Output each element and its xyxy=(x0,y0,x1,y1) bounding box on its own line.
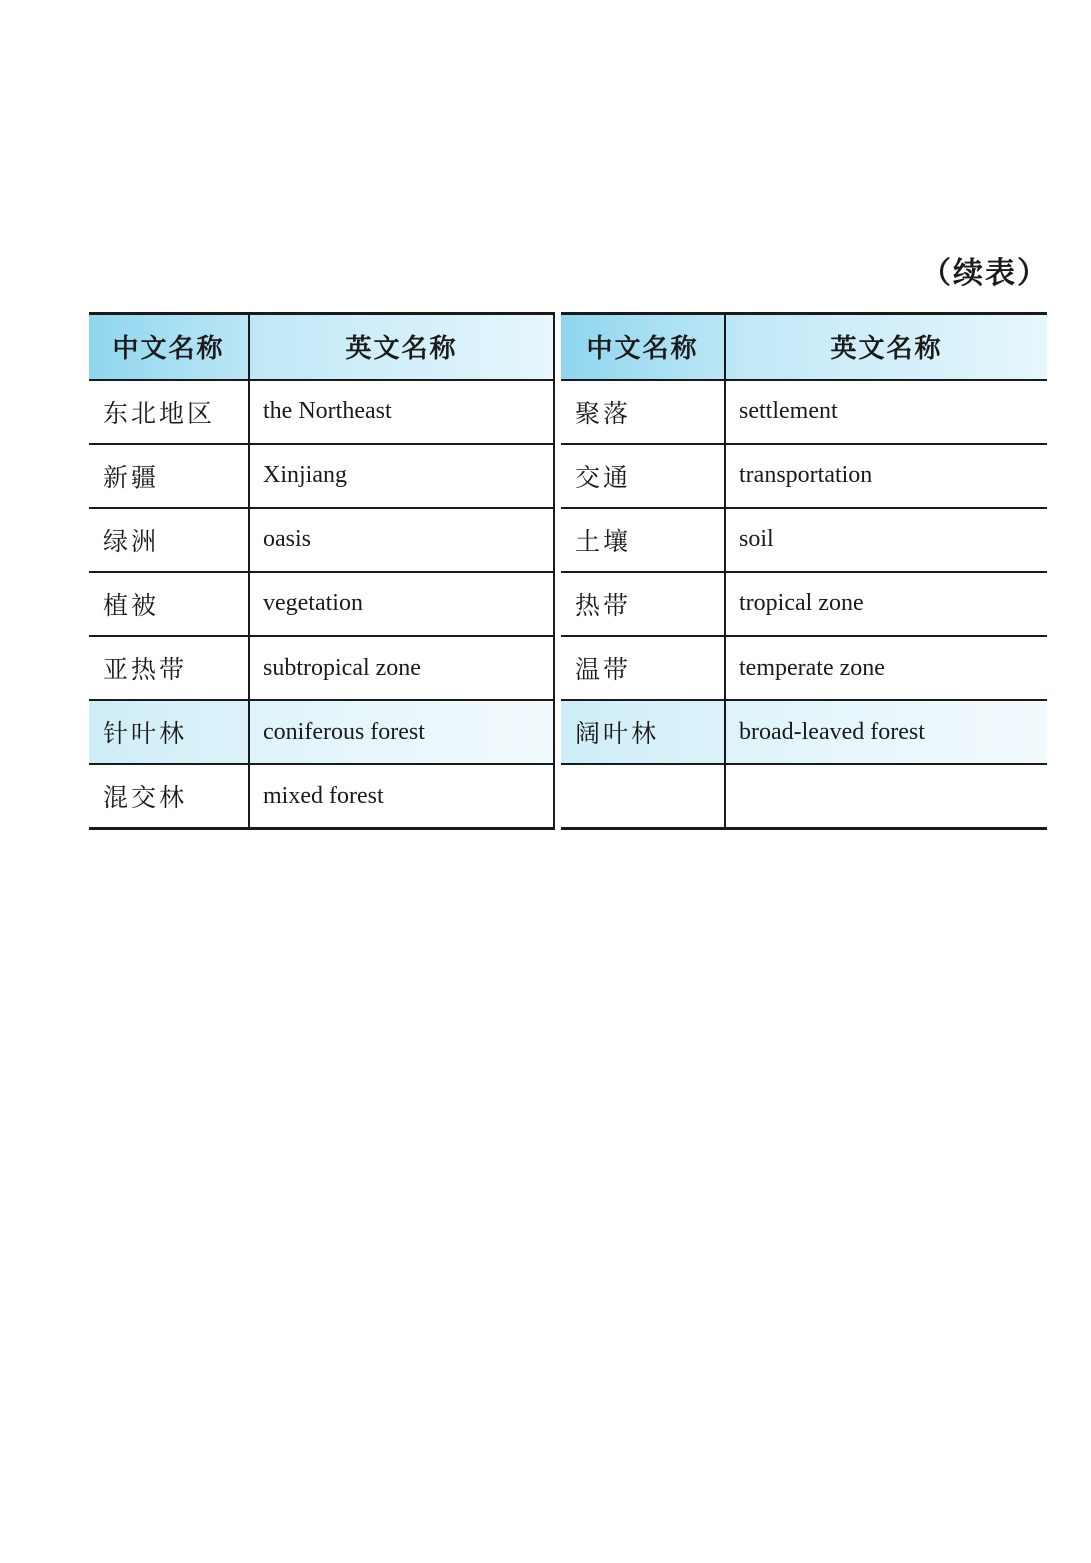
header-english-name: 英文名称 xyxy=(249,314,554,380)
header-row xyxy=(561,314,1047,380)
table-row xyxy=(561,572,1047,636)
term-english: mixed forest xyxy=(249,764,554,828)
term-english: transportation xyxy=(739,462,873,489)
table-row xyxy=(89,636,554,700)
term-english: coniferous forest xyxy=(249,700,554,764)
term-chinese: 新疆 xyxy=(89,444,249,508)
glossary-table xyxy=(89,312,1047,830)
term-chinese: 土壤 xyxy=(561,508,725,572)
term-chinese xyxy=(561,764,725,828)
term-chinese: 聚落 xyxy=(561,380,725,444)
header-row xyxy=(89,314,554,380)
term-english: vegetation xyxy=(249,572,554,636)
term-chinese: 绿洲 xyxy=(89,508,249,572)
table-row xyxy=(561,636,1047,700)
term-chinese: 植被 xyxy=(89,572,249,636)
term-chinese: 针叶林 xyxy=(89,700,249,764)
header-chinese-name: 中文名称 xyxy=(89,314,249,380)
term-english xyxy=(725,764,1047,828)
continued-label: （续表） xyxy=(921,256,1049,291)
term-english: oasis xyxy=(249,508,554,572)
glossary-table-right xyxy=(561,312,1047,830)
term-chinese: 混交林 xyxy=(89,764,249,828)
table-row xyxy=(561,700,1047,764)
glossary-table-left xyxy=(89,312,555,830)
term-english: temperate zone xyxy=(739,654,885,681)
table-row xyxy=(89,700,554,764)
term-english: soil xyxy=(739,526,774,553)
table-row xyxy=(561,764,1047,828)
term-chinese: 亚热带 xyxy=(89,636,249,700)
term-english: subtropical zone xyxy=(249,636,554,700)
table-row xyxy=(89,764,554,828)
table-row xyxy=(89,572,554,636)
table-row xyxy=(89,444,554,508)
term-english: Xinjiang xyxy=(249,444,554,508)
term-english: tropical zone xyxy=(739,590,864,617)
table-row xyxy=(89,508,554,572)
table-row xyxy=(561,444,1047,508)
header-english-name: 英文名称 xyxy=(830,334,943,365)
table-row xyxy=(561,508,1047,572)
term-chinese: 阔叶林 xyxy=(561,700,725,764)
term-english: broad-leaved forest xyxy=(739,718,925,745)
term-chinese: 交通 xyxy=(561,444,725,508)
term-chinese: 东北地区 xyxy=(89,380,249,444)
header-chinese-name: 中文名称 xyxy=(561,314,725,380)
term-english: the Northeast xyxy=(249,380,554,444)
term-chinese: 温带 xyxy=(561,636,725,700)
table-row xyxy=(561,380,1047,444)
term-english: settlement xyxy=(739,398,838,425)
term-chinese: 热带 xyxy=(561,572,725,636)
table-row xyxy=(89,380,554,444)
